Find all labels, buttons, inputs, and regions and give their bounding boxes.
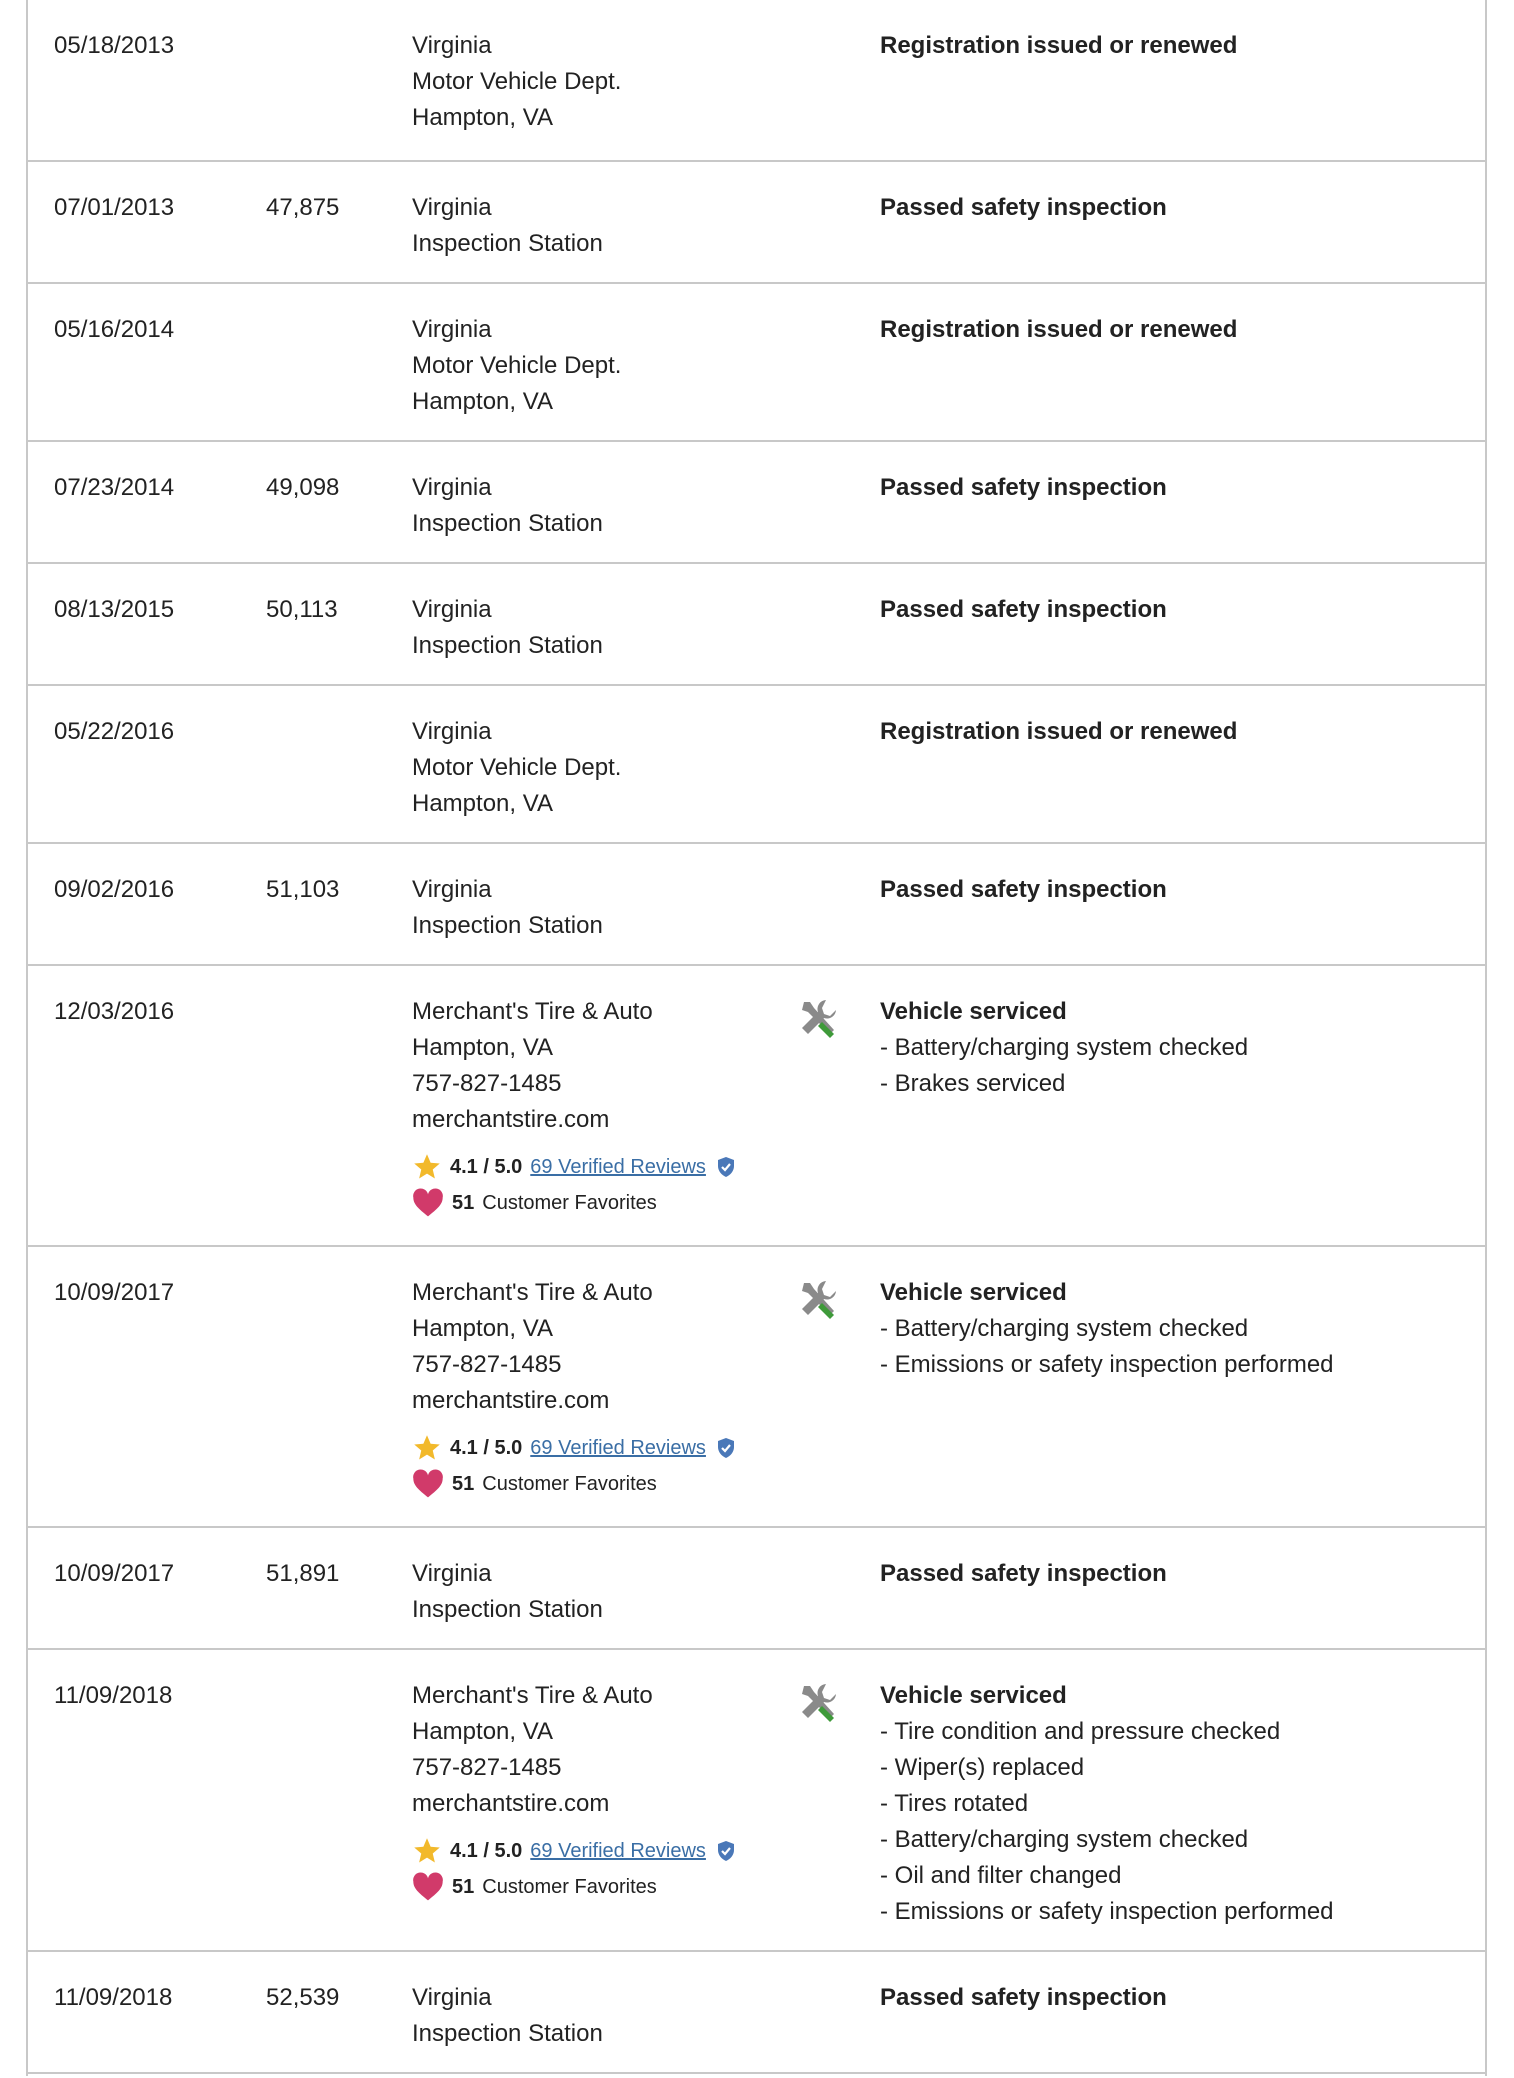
record-title: Passed safety inspection (880, 194, 1167, 221)
detail-item: - Tire condition and pressure checked (880, 1718, 1281, 1745)
star-icon (412, 1433, 442, 1463)
source-line: Inspection Station (412, 1596, 603, 1623)
favorites-count: 51 (452, 1192, 475, 1214)
record-title: Passed safety inspection (880, 1560, 1167, 1587)
detail-item: - Battery/charging system checked (880, 1315, 1249, 1342)
record-date: 10/09/2017 (54, 1560, 175, 1587)
record-details (880, 994, 1248, 1102)
history-row (28, 1245, 1485, 1526)
source-line: Inspection Station (412, 2020, 603, 2047)
detail-item: - Oil and filter changed (880, 1862, 1122, 1889)
customer-favorites (412, 1868, 736, 1906)
odometer-reading: 51,891 (266, 1560, 340, 1587)
history-row (28, 964, 1485, 1245)
rating-score: 4.1 / 5.0 (450, 1437, 523, 1459)
record-details (880, 190, 1167, 226)
source-line: Hampton, VA (412, 1718, 553, 1745)
record-date: 05/22/2016 (54, 718, 175, 745)
source-website: merchantstire.com (412, 1106, 610, 1133)
record-details (880, 312, 1237, 348)
record-title: Registration issued or renewed (880, 316, 1238, 343)
record-source (412, 190, 603, 262)
source-line: Virginia (412, 316, 492, 343)
verified-badge-icon (716, 1840, 736, 1862)
source-line: Hampton, VA (412, 790, 553, 817)
record-source (412, 714, 621, 822)
record-details (880, 872, 1167, 908)
record-date: 12/03/2016 (54, 998, 175, 1025)
history-row (28, 0, 1485, 160)
source-line: Merchant's Tire & Auto (412, 1279, 653, 1306)
verified-badge-icon (716, 1156, 736, 1178)
record-date: 10/09/2017 (54, 1279, 175, 1306)
record-date: 09/02/2016 (54, 876, 175, 903)
record-title: Vehicle serviced (880, 998, 1067, 1025)
favorites-label: Customer Favorites (482, 1192, 657, 1214)
record-details (880, 1275, 1334, 1383)
source-line: Motor Vehicle Dept. (412, 754, 622, 781)
record-title: Registration issued or renewed (880, 718, 1238, 745)
detail-item: - Emissions or safety inspection performed (880, 1898, 1334, 1925)
history-row (28, 684, 1485, 842)
history-row (28, 1648, 1485, 1950)
detail-item: - Brakes serviced (880, 1070, 1066, 1097)
record-source (412, 994, 736, 1222)
record-title: Vehicle serviced (880, 1279, 1067, 1306)
source-line: Virginia (412, 1560, 492, 1587)
record-details (880, 1980, 1167, 2016)
verified-reviews-link[interactable]: 69 Verified Reviews (530, 1156, 706, 1178)
record-title: Registration issued or renewed (880, 32, 1238, 59)
source-line: Inspection Station (412, 230, 603, 257)
detail-item: - Tires rotated (880, 1790, 1029, 1817)
favorites-label: Customer Favorites (482, 1876, 657, 1898)
history-row (28, 440, 1485, 562)
record-source (412, 872, 603, 944)
source-website: merchantstire.com (412, 1790, 610, 1817)
odometer-reading: 51,103 (266, 876, 340, 903)
source-line: Virginia (412, 194, 492, 221)
source-line: Hampton, VA (412, 1315, 553, 1342)
source-line: Virginia (412, 32, 492, 59)
star-icon (412, 1836, 442, 1866)
source-line: Virginia (412, 1984, 492, 2011)
favorites-count: 51 (452, 1473, 475, 1495)
odometer-reading: 49,098 (266, 474, 340, 501)
record-details (880, 1556, 1167, 1592)
history-row (28, 1950, 1485, 2078)
record-source (412, 1980, 603, 2052)
history-row (28, 282, 1485, 440)
detail-item: - Battery/charging system checked (880, 1826, 1249, 1853)
heart-icon (412, 1188, 444, 1218)
source-line: Inspection Station (412, 912, 603, 939)
odometer-reading: 50,113 (266, 596, 338, 623)
history-row (28, 842, 1485, 964)
history-row (28, 1526, 1485, 1648)
history-row (28, 160, 1485, 282)
record-date: 05/18/2013 (54, 32, 175, 59)
source-website: merchantstire.com (412, 1387, 610, 1414)
record-source (412, 1275, 736, 1503)
source-line: Hampton, VA (412, 104, 553, 131)
source-line: 757-827-1485 (412, 1070, 562, 1097)
record-title: Passed safety inspection (880, 876, 1167, 903)
record-date: 08/13/2015 (54, 596, 175, 623)
shop-rating (412, 1834, 736, 1868)
record-details (880, 28, 1237, 64)
odometer-reading: 52,539 (266, 1984, 340, 2011)
heart-icon (412, 1469, 444, 1499)
record-source (412, 592, 603, 664)
source-line: 757-827-1485 (412, 1351, 562, 1378)
record-date: 11/09/2018 (54, 1984, 173, 2011)
record-details (880, 1678, 1334, 1930)
detail-item: - Emissions or safety inspection performed (880, 1351, 1334, 1378)
source-line: Hampton, VA (412, 388, 553, 415)
source-line: Virginia (412, 718, 492, 745)
detail-item: - Wiper(s) replaced (880, 1754, 1085, 1781)
detail-item: - Battery/charging system checked (880, 1034, 1249, 1061)
record-source (412, 1678, 736, 1906)
rating-score: 4.1 / 5.0 (450, 1156, 523, 1178)
record-date: 05/16/2014 (54, 316, 175, 343)
record-details (880, 714, 1237, 750)
source-line: Hampton, VA (412, 1034, 553, 1061)
source-line: Virginia (412, 474, 492, 501)
record-source (412, 312, 621, 420)
record-title: Vehicle serviced (880, 1682, 1067, 1709)
record-date: 07/23/2014 (54, 474, 175, 501)
record-date: 07/01/2013 (54, 194, 175, 221)
source-line: Merchant's Tire & Auto (412, 1682, 653, 1709)
verified-reviews-link[interactable]: 69 Verified Reviews (530, 1437, 706, 1459)
verified-badge-icon (716, 1437, 736, 1459)
record-title: Passed safety inspection (880, 596, 1167, 623)
record-details (880, 470, 1167, 506)
record-title: Passed safety inspection (880, 474, 1167, 501)
rating-score: 4.1 / 5.0 (450, 1840, 523, 1862)
shop-rating (412, 1431, 736, 1465)
record-source (412, 470, 603, 542)
service-wrench-icon (796, 1680, 842, 1726)
record-source (412, 1556, 603, 1628)
customer-favorites (412, 1465, 736, 1503)
source-line: Virginia (412, 876, 492, 903)
record-source (412, 28, 621, 136)
vehicle-history-table (26, 0, 1487, 2076)
source-line: Merchant's Tire & Auto (412, 998, 653, 1025)
record-title: Passed safety inspection (880, 1984, 1167, 2011)
source-line: 757-827-1485 (412, 1754, 562, 1781)
source-line: Virginia (412, 596, 492, 623)
service-wrench-icon (796, 996, 842, 1042)
heart-icon (412, 1872, 444, 1902)
source-line: Motor Vehicle Dept. (412, 68, 622, 95)
shop-rating (412, 1150, 736, 1184)
record-details (880, 592, 1167, 628)
source-line: Inspection Station (412, 632, 603, 659)
customer-favorites (412, 1184, 736, 1222)
history-row (28, 562, 1485, 684)
source-line: Inspection Station (412, 510, 603, 537)
star-icon (412, 1152, 442, 1182)
service-wrench-icon (796, 1277, 842, 1323)
record-date: 11/09/2018 (54, 1682, 173, 1709)
favorites-label: Customer Favorites (482, 1473, 657, 1495)
odometer-reading: 47,875 (266, 194, 340, 221)
favorites-count: 51 (452, 1876, 475, 1898)
table-bottom-border (28, 2072, 1485, 2074)
verified-reviews-link[interactable]: 69 Verified Reviews (530, 1840, 706, 1862)
source-line: Motor Vehicle Dept. (412, 352, 622, 379)
